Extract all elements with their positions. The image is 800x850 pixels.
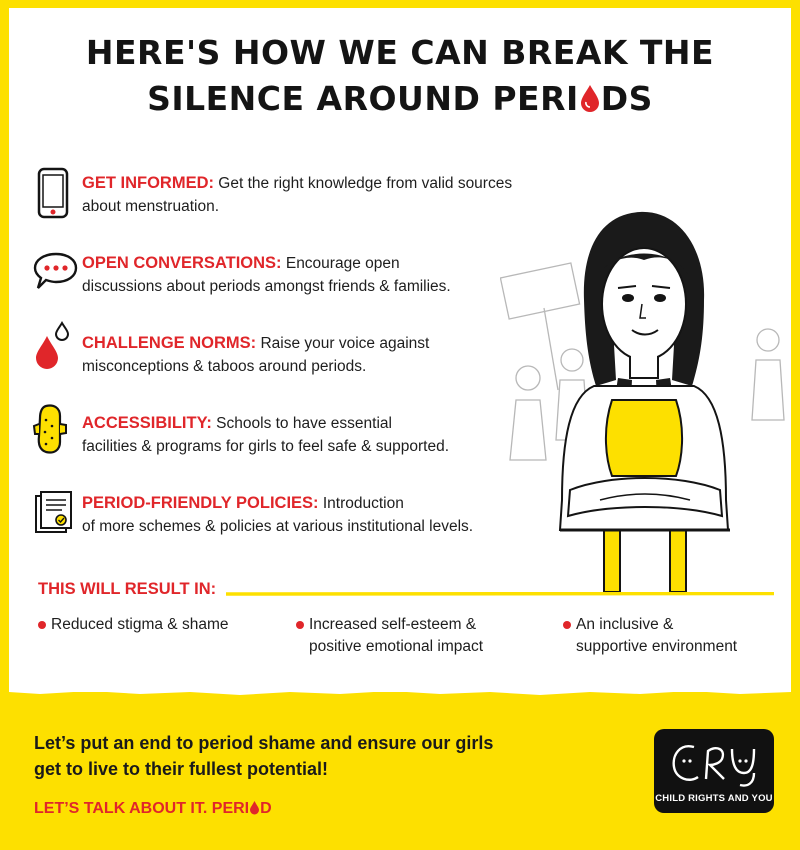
result-text: Increased self-esteem & <box>309 616 477 633</box>
item-heading: PERIOD-FRIENDLY POLICIES: <box>82 494 319 512</box>
item-text: Get the right knowledge from valid sources <box>214 175 513 192</box>
result-text: An inclusive & <box>576 616 674 633</box>
torn-paper-edge <box>0 675 800 715</box>
item-text: Encourage open <box>281 255 400 272</box>
item-text-cont: discussions about periods amongst friends & families. <box>82 278 451 295</box>
item-text-cont: misconceptions & taboos around periods. <box>82 358 367 375</box>
footer-line-1: Let’s put an end to period shame and ensure our girls <box>34 733 494 753</box>
item-text: Introduction <box>318 495 404 512</box>
footer-message <box>34 730 594 782</box>
title-line-1: HERE'S HOW WE CAN BREAK THE <box>85 33 715 72</box>
result-item-stigma <box>38 614 228 636</box>
title-line-2-end: DS <box>600 79 653 118</box>
results-heading: THIS WILL RESULT IN: <box>38 580 217 598</box>
item-text-cont: facilities & programs for girls to feel safe & supported. <box>82 438 449 455</box>
bullet-dot-icon <box>296 621 304 629</box>
logo-caption: CHILD RIGHTS AND YOU <box>655 793 773 804</box>
footer-line-2: get to live to their fullest potential! <box>34 759 329 779</box>
footer-tag-end: D <box>260 800 272 817</box>
item-text: Schools to have essential <box>211 415 392 432</box>
bullet-dot-icon <box>38 621 46 629</box>
title-line-2-start: SILENCE AROUND PERI <box>147 79 579 118</box>
item-challenge-norms <box>82 332 429 378</box>
page-title <box>0 30 800 122</box>
cry-logo <box>654 729 774 813</box>
item-text-cont: about menstruation. <box>82 198 220 215</box>
sanitary-pad-icon <box>32 402 74 456</box>
phone-icon <box>32 165 74 221</box>
result-item-inclusive <box>563 614 737 658</box>
result-item-self-esteem <box>296 614 483 658</box>
result-text-cont: supportive environment <box>576 638 738 655</box>
item-heading: CHALLENGE NORMS: <box>82 334 257 352</box>
footer-tagline <box>34 800 272 818</box>
item-heading: ACCESSIBILITY: <box>82 414 212 432</box>
bullet-dot-icon <box>563 621 571 629</box>
item-heading: OPEN CONVERSATIONS: <box>82 254 282 272</box>
item-text: Raise your voice against <box>256 335 430 352</box>
item-open-conversations <box>82 252 451 298</box>
blood-drop-letter-icon <box>579 83 601 113</box>
girl-illustration <box>500 200 792 596</box>
item-get-informed <box>82 172 512 218</box>
results-divider <box>226 592 774 596</box>
policy-document-icon <box>32 488 76 536</box>
blood-drop-icon <box>32 320 74 372</box>
item-accessibility <box>82 412 449 458</box>
blood-drop-letter-icon <box>249 800 260 815</box>
result-text: Reduced stigma & shame <box>51 616 229 633</box>
item-heading: GET INFORMED: <box>82 174 214 192</box>
cry-logo-mark-icon <box>664 735 764 791</box>
result-text-cont: positive emotional impact <box>309 638 484 655</box>
item-period-friendly-policies <box>82 492 473 538</box>
item-text-cont: of more schemes & policies at various institutional levels. <box>82 518 474 535</box>
footer-tag-start: LET’S TALK ABOUT IT. PERI <box>34 800 250 817</box>
speech-bubble-icon <box>32 250 80 292</box>
